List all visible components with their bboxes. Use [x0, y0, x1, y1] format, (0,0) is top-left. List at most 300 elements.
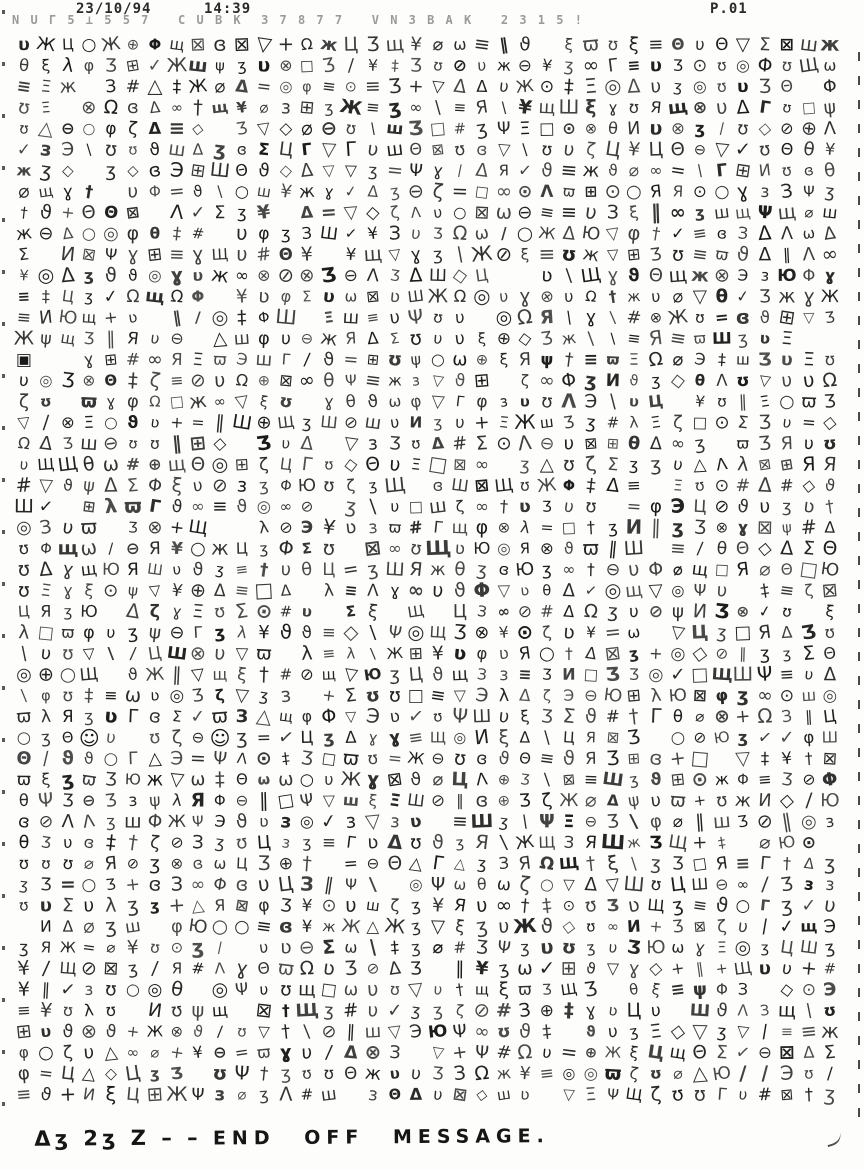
cipher-glyph: Я	[519, 540, 531, 558]
cipher-glyph: Ψ	[451, 1020, 468, 1044]
cipher-glyph: ʊ	[127, 141, 138, 160]
cipher-glyph: υ	[583, 200, 598, 226]
cipher-glyph: ʊ	[540, 139, 554, 161]
cipher-glyph: Ʒ	[366, 33, 380, 57]
cipher-glyph: υ	[83, 894, 96, 917]
cipher-glyph: ⊗	[496, 519, 510, 538]
cipher-glyph: +	[408, 76, 425, 98]
cipher-glyph: Σ	[388, 330, 401, 349]
cipher-glyph: +	[167, 893, 186, 919]
cipher-glyph: ʊ	[322, 537, 336, 561]
cipher-glyph: Ʒ	[299, 747, 316, 771]
cipher-glyph: ɞ	[82, 832, 97, 854]
cipher-glyph: \	[498, 831, 509, 855]
cipher-glyph: ɞ	[147, 705, 163, 729]
cipher-glyph: Λ	[715, 371, 728, 391]
cipher-glyph: ʊ	[279, 978, 292, 1002]
cipher-glyph: Λ	[410, 204, 422, 223]
cipher-glyph: ○	[125, 980, 141, 1000]
cipher-glyph: υ	[280, 328, 291, 350]
cipher-glyph: ϖ	[211, 704, 230, 729]
cipher-glyph: /	[695, 538, 704, 560]
cipher-row	[13, 599, 841, 625]
cipher-glyph: ≡	[648, 34, 664, 56]
cipher-glyph: ⌀	[628, 160, 640, 182]
cipher-glyph: ¥	[516, 95, 534, 121]
cipher-glyph: #	[757, 1084, 773, 1106]
cipher-glyph: Ю	[297, 475, 317, 497]
cipher-glyph: ʒ	[760, 939, 770, 957]
cipher-glyph: З	[475, 665, 488, 685]
cipher-glyph: ʒ	[301, 413, 313, 433]
cipher-glyph: ζ	[214, 686, 226, 706]
cipher-glyph: †	[563, 349, 575, 371]
cipher-glyph: ζ	[518, 872, 533, 898]
cipher-glyph: ʋ	[520, 582, 531, 601]
cipher-glyph: ϑ	[83, 749, 95, 769]
cipher-glyph: ϑ	[496, 748, 511, 770]
cipher-glyph: Λ	[801, 244, 816, 266]
cipher-glyph: Я	[822, 453, 838, 477]
cipher-glyph: ʒ	[670, 894, 685, 918]
cipher-glyph: Я	[473, 830, 490, 855]
cipher-glyph: ‖	[650, 201, 662, 225]
cipher-glyph: ‡	[105, 830, 118, 855]
cipher-glyph: ζ	[541, 623, 553, 644]
cipher-glyph: =	[233, 1042, 251, 1064]
cipher-glyph: /	[760, 1020, 770, 1043]
fax-date: 23/10/94	[76, 1, 152, 17]
cipher-glyph: ⊠	[821, 578, 840, 603]
cipher-glyph: Φ	[802, 266, 816, 286]
cipher-glyph: з	[279, 810, 292, 834]
cipher-glyph: ▽	[235, 644, 249, 664]
cipher-glyph: ≡	[168, 117, 185, 141]
cipher-glyph: щ	[538, 97, 556, 119]
cipher-glyph: ⌀	[299, 116, 315, 142]
cipher-glyph: ⌀	[671, 559, 685, 581]
cipher-glyph: ‖	[694, 959, 705, 979]
cipher-glyph: ◇	[343, 454, 359, 476]
cipher-glyph: υ	[388, 453, 401, 477]
cipher-glyph: ʊ	[736, 117, 750, 141]
cipher-glyph: ∞	[736, 876, 750, 895]
cipher-row	[13, 641, 841, 667]
cipher-glyph: ¥	[126, 936, 140, 960]
cipher-glyph: Щ	[797, 54, 820, 78]
cipher-glyph: ω	[190, 769, 207, 791]
cipher-glyph: Ξ	[648, 1020, 664, 1044]
cipher-glyph: Ʒ	[626, 725, 642, 750]
cipher-glyph: Ʒ	[625, 936, 643, 960]
cipher-glyph: ʊ	[562, 453, 576, 477]
cipher-glyph: ⊠	[385, 768, 404, 792]
cipher-glyph: ξ	[564, 35, 574, 55]
cipher-glyph: ⊞	[669, 769, 686, 791]
cipher-glyph: ϖ	[60, 623, 75, 643]
cipher-glyph: ϑ	[170, 496, 183, 518]
cipher-glyph: ψ	[82, 475, 97, 497]
cipher-glyph	[78, 76, 101, 98]
cipher-glyph: ʒ	[520, 938, 531, 958]
cipher-glyph: Θ	[691, 1041, 708, 1065]
cipher-glyph: ⊠	[779, 1085, 794, 1105]
cipher-glyph: ш	[254, 348, 273, 372]
cipher-glyph: И	[146, 999, 164, 1023]
cipher-glyph: ≡	[538, 243, 556, 267]
cipher-glyph: ʊ	[386, 348, 403, 372]
cipher-glyph: Ш	[711, 329, 732, 349]
cipher-glyph	[601, 980, 623, 1002]
cipher-glyph: □	[692, 413, 708, 433]
cipher-glyph: =	[800, 412, 817, 434]
cipher-glyph: υ	[17, 34, 30, 56]
cipher-glyph: Δ	[627, 75, 642, 99]
cipher-glyph: ʊ	[277, 391, 294, 413]
cipher-glyph: ɣ	[62, 181, 73, 203]
cipher-glyph: ⊖	[81, 790, 97, 812]
cipher-glyph: ɣ	[278, 1041, 292, 1065]
cipher-glyph: Ʒ	[61, 434, 74, 454]
cipher-glyph: ≡	[364, 75, 381, 99]
cipher-glyph	[99, 181, 123, 205]
cipher-glyph: ⊘	[300, 497, 315, 517]
cipher-glyph: Σ	[321, 936, 337, 960]
cipher-glyph: ⊞	[365, 350, 380, 370]
cipher-glyph: Γ	[714, 160, 728, 182]
cipher-glyph: ∞	[473, 454, 490, 476]
cipher-glyph: ʒ	[63, 603, 72, 622]
cipher-glyph: Ш	[622, 872, 646, 898]
cipher-glyph: ≡	[538, 747, 556, 771]
cipher-glyph: з	[498, 664, 509, 686]
cipher-glyph	[645, 623, 667, 644]
cipher-glyph: ɣ	[323, 182, 335, 202]
cipher-glyph: Ω	[473, 1061, 491, 1086]
cipher-glyph: ω	[123, 683, 143, 709]
cipher-glyph: ζ	[455, 1002, 465, 1020]
cipher-glyph: ⊗	[670, 119, 685, 139]
cipher-glyph: ◇	[779, 789, 795, 813]
cipher-glyph: ○	[233, 915, 251, 939]
cipher-glyph: ʊ	[300, 1064, 314, 1084]
cipher-glyph: Я	[344, 329, 357, 349]
cipher-glyph: ⊖	[191, 728, 206, 748]
cipher-glyph: Ш	[230, 410, 254, 436]
cipher-glyph: ξ	[367, 791, 378, 811]
cipher-glyph: ζ	[170, 726, 183, 750]
cipher-glyph: ‡	[390, 57, 399, 75]
cipher-glyph: Ψ	[344, 876, 358, 895]
cipher-glyph: Ц	[322, 560, 336, 580]
cipher-glyph: ○	[670, 727, 686, 749]
cipher-glyph: /	[303, 349, 312, 371]
cipher-glyph: Φ	[756, 54, 774, 78]
cipher-glyph: ◇	[278, 161, 293, 181]
cipher-glyph: ∞	[278, 497, 293, 517]
cipher-glyph: ʊ	[432, 707, 444, 727]
cipher-glyph: ϑ	[61, 1021, 74, 1043]
cipher-glyph: υ	[39, 1022, 52, 1042]
cipher-glyph: ◇	[779, 979, 795, 1001]
cipher-glyph: ▽	[604, 223, 621, 245]
cipher-glyph: Δ	[757, 222, 773, 246]
cipher-glyph: ʊ	[127, 434, 139, 454]
cipher-glyph: ✓	[583, 581, 598, 601]
cipher-glyph: ϑ	[300, 622, 314, 644]
cipher-glyph: ж	[298, 181, 316, 203]
cipher-glyph: ʊ	[212, 1062, 228, 1086]
cipher-glyph: ≡	[363, 369, 382, 393]
cipher-glyph: Ω	[821, 369, 839, 393]
cipher-glyph: ▽	[386, 1021, 403, 1043]
cipher-glyph: ¥	[191, 1043, 205, 1064]
cipher-glyph: ▽	[16, 413, 31, 433]
cipher-glyph: ʊ	[693, 1083, 706, 1107]
cipher-grid	[13, 32, 841, 1108]
cipher-glyph: ∞	[605, 918, 620, 936]
cipher-glyph: +	[691, 832, 708, 854]
cipher-glyph: ⊠	[561, 770, 576, 790]
cipher-glyph: Γ	[127, 705, 139, 728]
cipher-glyph: Ж	[187, 75, 209, 99]
cipher-glyph: Ш	[623, 537, 645, 561]
cipher-glyph: ɞ	[16, 811, 32, 833]
cipher-glyph: Щ	[58, 959, 77, 979]
cipher-glyph: Ψ	[192, 813, 205, 831]
cipher-glyph: ζ	[803, 581, 814, 601]
cipher-glyph: ⊞	[560, 957, 577, 981]
cipher-glyph: з	[127, 790, 138, 812]
cipher-glyph: ▽	[735, 747, 752, 771]
cipher-glyph: ɞ	[146, 159, 163, 183]
cipher-glyph: Λ	[278, 1083, 293, 1107]
cipher-glyph: Ц	[255, 832, 272, 854]
cipher-glyph: ◇	[822, 411, 839, 434]
cipher-glyph: ◎	[14, 516, 34, 540]
cipher-glyph: З	[497, 854, 510, 874]
cipher-glyph: υ	[18, 370, 30, 392]
cipher-glyph: Σ	[344, 602, 357, 622]
cipher-glyph: ʒ	[823, 1082, 838, 1108]
cipher-glyph: ɣ	[191, 243, 205, 267]
cipher-glyph: ◇	[669, 1020, 687, 1044]
cipher-glyph: ω	[517, 957, 534, 981]
cipher-glyph: ɣ	[735, 179, 751, 205]
cipher-glyph: ‖	[456, 792, 464, 810]
cipher-glyph: ψ	[147, 621, 163, 645]
cipher-glyph: ʒ	[715, 622, 728, 644]
cipher-glyph: ⊠	[362, 536, 383, 562]
cipher-glyph: ‡	[716, 350, 726, 370]
cipher-glyph: Φ	[256, 308, 271, 328]
cipher-glyph: Ʒ	[604, 663, 621, 687]
cipher-glyph: ζ	[149, 601, 160, 623]
cipher-glyph: ʊ	[560, 242, 578, 267]
cipher-glyph: Ж	[666, 305, 689, 330]
cipher-glyph: ʒ	[365, 558, 380, 582]
cipher-glyph	[100, 664, 123, 686]
cipher-glyph: ◎	[211, 978, 229, 1002]
cipher-glyph: ϖ	[561, 182, 576, 202]
cipher-glyph: ʒ	[323, 727, 335, 749]
cipher-glyph: ʒ	[84, 707, 95, 727]
cipher-glyph: ʊ	[409, 326, 424, 351]
cipher-glyph: ☺	[209, 726, 231, 750]
cipher-glyph: ⊗	[735, 602, 751, 622]
cipher-glyph: ʒ	[497, 812, 510, 832]
cipher-glyph: †	[258, 1063, 269, 1085]
cipher-glyph: ∞	[408, 98, 424, 118]
cipher-glyph	[667, 392, 688, 413]
cipher-glyph: ψ	[39, 328, 53, 350]
cipher-glyph: θ	[714, 286, 728, 308]
cipher-row	[13, 221, 841, 247]
cipher-glyph: △	[366, 917, 380, 937]
cipher-glyph: з	[214, 1084, 226, 1106]
cipher-glyph: □	[300, 57, 315, 75]
cipher-glyph: ж	[146, 769, 164, 791]
cipher-glyph: ✓	[190, 202, 206, 224]
cipher-glyph: Ц	[123, 1061, 142, 1087]
cipher-glyph: ϖ	[582, 537, 599, 561]
cipher-glyph: Δ	[757, 473, 773, 498]
cipher-glyph: ϑ	[453, 370, 466, 392]
cipher-glyph: Щ	[733, 958, 754, 980]
cipher-glyph: △	[190, 895, 206, 917]
cipher-glyph: ʒ	[410, 916, 423, 938]
cipher-glyph: ▽	[496, 581, 510, 601]
cipher-glyph: ◎	[209, 452, 231, 478]
cipher-glyph: Γ	[193, 623, 204, 643]
cipher-glyph: щ	[667, 263, 688, 289]
cipher-glyph: щ	[212, 665, 228, 685]
cipher-glyph: Δ	[736, 96, 751, 120]
cipher-glyph: \	[369, 120, 377, 138]
cipher-glyph: ○	[103, 748, 120, 770]
cipher-glyph: υ	[39, 643, 52, 665]
cipher-glyph: Ω	[516, 1040, 534, 1065]
cipher-glyph: ¥	[169, 580, 184, 602]
cipher-glyph	[275, 203, 297, 224]
cipher-glyph: Φ	[278, 476, 293, 496]
cipher-glyph: ⊞	[584, 183, 598, 202]
cipher-glyph: ‡	[389, 937, 400, 959]
cipher-glyph: υ	[803, 665, 814, 685]
cipher-glyph: ≡	[15, 76, 33, 98]
cipher-glyph: ⊘	[756, 810, 774, 834]
cipher-glyph: Ж	[100, 33, 122, 57]
cipher-glyph: +	[169, 413, 184, 433]
cipher-glyph: ◇	[127, 162, 139, 180]
cipher-glyph: ▽	[38, 474, 54, 497]
cipher-glyph: ⊙	[255, 747, 272, 771]
cipher-glyph: υ	[388, 1064, 401, 1084]
cipher-glyph: Σ	[126, 475, 140, 497]
cipher-glyph: =	[37, 1063, 54, 1085]
cipher-glyph: ‡	[41, 287, 50, 307]
cipher-glyph: ζ	[583, 452, 598, 477]
cipher-glyph: Щ	[558, 854, 580, 874]
cipher-glyph	[534, 33, 560, 58]
cipher-row	[13, 263, 841, 289]
cipher-glyph: ▽	[606, 959, 619, 979]
cipher-glyph: Ʒ	[672, 56, 684, 76]
cipher-glyph: Э	[473, 684, 490, 708]
cipher-glyph: ж	[209, 263, 231, 289]
cipher-glyph: Щ	[624, 1084, 644, 1106]
cipher-glyph: #	[125, 76, 141, 98]
cipher-glyph: ⊞	[82, 497, 97, 517]
cipher-glyph: =	[386, 748, 403, 770]
cipher-glyph: Ʒ	[539, 327, 555, 351]
cipher-glyph: †	[126, 831, 140, 855]
cipher-glyph: Ʒ	[408, 117, 425, 141]
cipher-glyph: ɣ	[234, 956, 250, 982]
cipher-glyph: ʊ	[736, 370, 751, 392]
cipher-glyph: Я	[170, 350, 183, 370]
cipher-glyph: ≡	[669, 979, 686, 1001]
cipher-glyph: υ	[649, 55, 663, 77]
cipher-glyph	[667, 1001, 688, 1021]
cipher-glyph: ʒ	[191, 936, 205, 960]
cipher-glyph: Ш	[407, 287, 426, 307]
cipher-glyph: ⊕	[125, 35, 141, 55]
cipher-glyph: ⊙	[515, 620, 535, 646]
cipher-glyph: ʊ	[649, 1064, 663, 1084]
cipher-glyph: ▽	[496, 139, 511, 161]
cipher-glyph: ξ	[497, 726, 509, 750]
cipher-glyph: +	[277, 33, 294, 57]
cipher-glyph: ○	[779, 391, 795, 413]
cipher-glyph: Θ	[103, 371, 119, 391]
cipher-glyph	[428, 812, 449, 832]
cipher-glyph	[187, 329, 209, 351]
cipher-glyph: =	[167, 180, 186, 204]
cipher-glyph: ▽	[648, 579, 664, 603]
cipher-glyph: ¥	[300, 243, 314, 267]
cipher-glyph: \	[521, 811, 530, 833]
cipher-glyph: Γ	[301, 139, 314, 161]
cipher-glyph: Ж	[427, 285, 449, 309]
cipher-glyph: ʋ	[801, 495, 816, 519]
cipher-glyph: \	[303, 1021, 312, 1043]
cipher-glyph: ʒ	[693, 432, 706, 456]
cipher-glyph: З	[388, 1042, 401, 1064]
cipher-glyph: ∞	[406, 578, 427, 604]
cipher-glyph: ⊕	[147, 455, 162, 475]
cipher-glyph: Ю	[427, 1021, 449, 1043]
cipher-glyph: ¥	[344, 244, 357, 266]
cipher-glyph: ◎	[147, 266, 163, 286]
cipher-glyph: φ	[40, 687, 51, 705]
cipher-glyph: ⊙	[253, 599, 274, 625]
cipher-glyph: Ж	[59, 939, 76, 957]
cipher-glyph: ϑ	[192, 182, 205, 202]
cipher-glyph: ζ	[454, 497, 465, 517]
cipher-glyph: щ	[451, 517, 469, 539]
cipher-glyph: Ξ	[387, 790, 402, 812]
cipher-glyph: ϑ	[104, 264, 118, 288]
cipher-glyph: ⊙	[691, 55, 708, 77]
cipher-glyph: ☺	[78, 726, 100, 750]
cipher-glyph: Ж	[338, 95, 364, 121]
cipher-glyph: =	[668, 159, 687, 183]
cipher-glyph: ʒ	[149, 1065, 160, 1083]
cipher-glyph: ⊗	[712, 264, 731, 288]
cipher-glyph: φ	[257, 328, 271, 350]
cipher-glyph: λ	[83, 1000, 96, 1022]
